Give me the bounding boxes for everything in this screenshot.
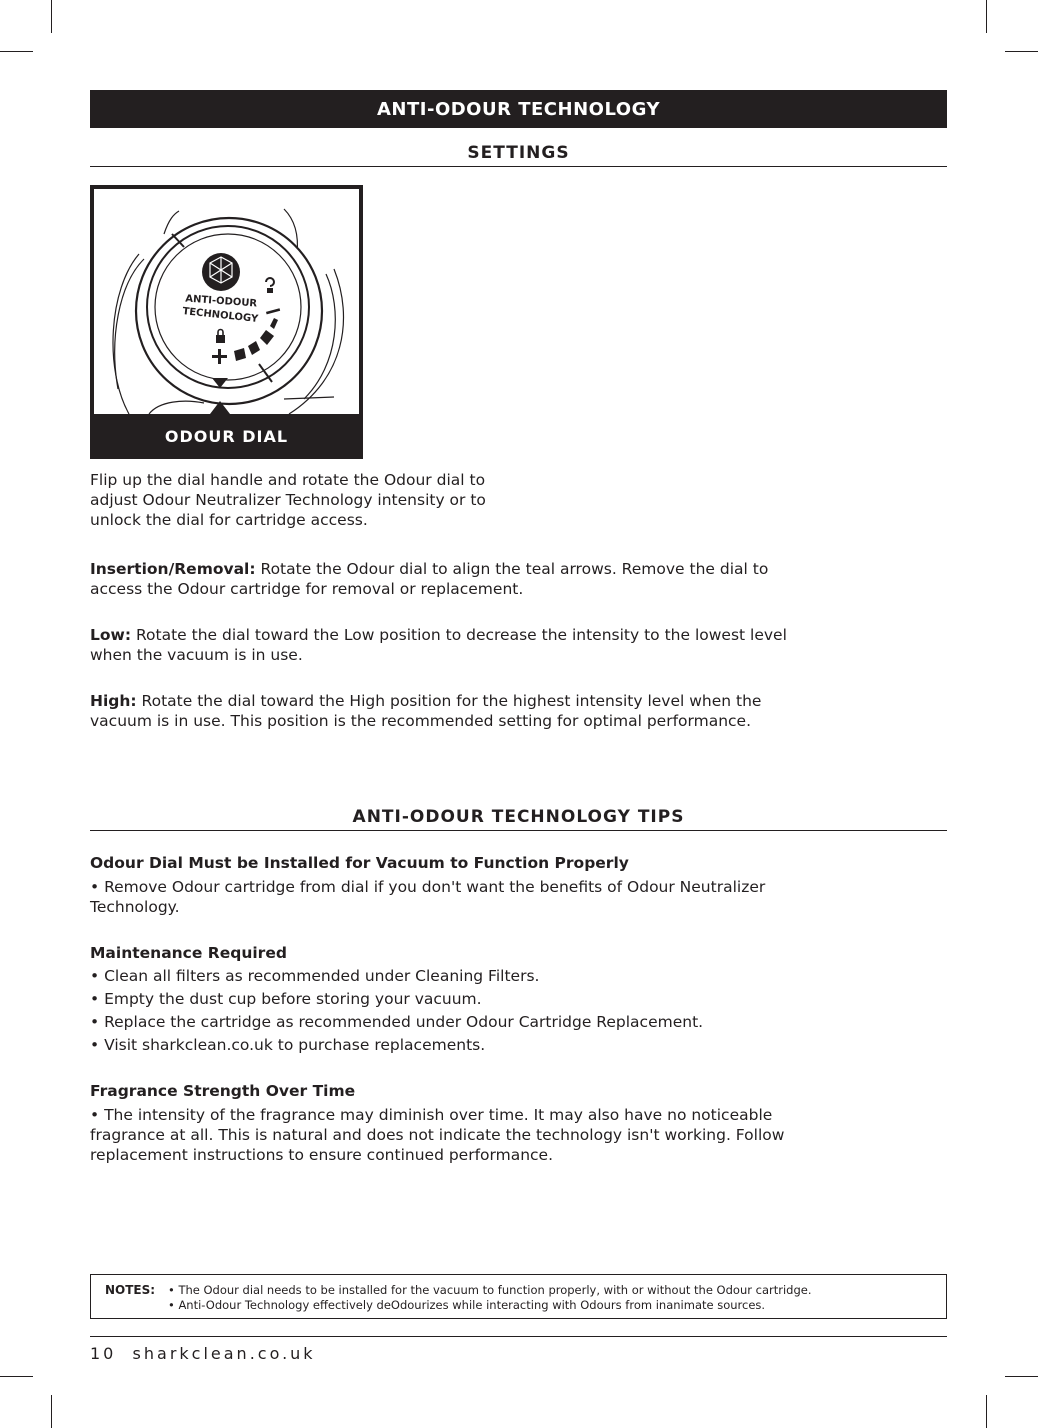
dial-label-line1: ANTI-ODOUR	[184, 293, 258, 310]
list-item: • The intensity of the fragrance may diminish over time. It may also have no noticeable	[90, 1106, 773, 1124]
crop-mark	[0, 1376, 33, 1377]
maintenance-heading: Maintenance Required	[90, 944, 287, 962]
note-item: • The Odour dial needs to be installed for the vacuum to function properly, with or without the Odour cartridge.	[168, 1283, 812, 1297]
odour-logo-icon	[202, 253, 240, 291]
low-text: Rotate the dial toward the Low position to decrease the intensity to the lowest level	[131, 626, 787, 644]
high-text: vacuum is in use. This position is the recommended setting for optimal performance.	[90, 712, 752, 730]
low-paragraph	[90, 625, 787, 646]
crop-mark	[1005, 51, 1038, 52]
footer-website: sharkclean.co.uk	[132, 1344, 316, 1363]
high-paragraph	[90, 691, 761, 712]
insertion-removal-text: access the Odour cartridge for removal or replacement.	[90, 580, 524, 598]
crop-mark	[986, 1395, 987, 1428]
list-item: • Visit sharkclean.co.uk to purchase replacements.	[90, 1036, 486, 1054]
crop-mark	[986, 0, 987, 33]
crop-mark	[51, 0, 52, 33]
notes-box	[90, 1274, 947, 1319]
note-item: • Anti-Odour Technology effectively deOdourizes while interacting with Odours from inanimate sources.	[168, 1298, 766, 1312]
odour-dial-illustration	[94, 189, 359, 414]
intro-line: adjust Odour Neutralizer Technology intensity or to	[90, 491, 486, 509]
fragrance-heading: Fragrance Strength Over Time	[90, 1082, 356, 1100]
page-footer	[90, 1344, 316, 1363]
crop-mark	[1005, 1376, 1038, 1377]
figure-caption: ODOUR DIAL	[164, 427, 289, 446]
intro-line: Flip up the dial handle and rotate the Odour dial to	[90, 471, 486, 489]
crop-mark	[0, 51, 33, 52]
high-label: High:	[90, 692, 137, 710]
insertion-removal-label: Insertion/Removal:	[90, 560, 256, 578]
high-text: Rotate the dial toward the High position for the highest intensity level when the	[136, 692, 762, 710]
settings-rule	[90, 166, 947, 167]
crop-mark	[51, 1395, 52, 1428]
list-item: • Empty the dust cup before storing your vacuum.	[90, 990, 482, 1008]
settings-title: SETTINGS	[467, 143, 570, 163]
low-label: Low:	[90, 626, 132, 644]
low-text: when the vacuum is in use.	[90, 646, 303, 664]
footer-rule	[90, 1336, 947, 1337]
odour-dial-figure	[90, 185, 363, 459]
list-item: fragrance at all. This is natural and does not indicate the technology isn't working. Follow	[90, 1126, 785, 1144]
list-item: • Remove Odour cartridge from dial if you don't want the benefits of Odour Neutralizer	[90, 878, 766, 896]
list-item: replacement instructions to ensure continued performance.	[90, 1146, 554, 1164]
notes-label: NOTES:	[105, 1283, 156, 1297]
list-item: Technology.	[90, 898, 180, 916]
insertion-removal-paragraph	[90, 559, 768, 580]
dial-label-line2: TECHNOLOGY	[181, 306, 259, 325]
odour-dial-drawing	[94, 189, 359, 414]
tips-rule	[90, 830, 947, 831]
tips-title: ANTI-ODOUR TECHNOLOGY TIPS	[352, 807, 685, 827]
intro-line: unlock the dial for cartridge access.	[90, 511, 368, 529]
insertion-removal-text: Rotate the Odour dial to align the teal arrows. Remove the dial to	[255, 560, 769, 578]
dial-install-heading: Odour Dial Must be Installed for Vacuum to Function Properly	[90, 854, 629, 872]
list-item: • Replace the cartridge as recommended under Odour Cartridge Replacement.	[90, 1013, 704, 1031]
section-banner: ANTI-ODOUR TECHNOLOGY	[90, 90, 947, 128]
page-number: 10	[90, 1344, 117, 1363]
list-item: • Clean all filters as recommended under Cleaning Filters.	[90, 967, 540, 985]
